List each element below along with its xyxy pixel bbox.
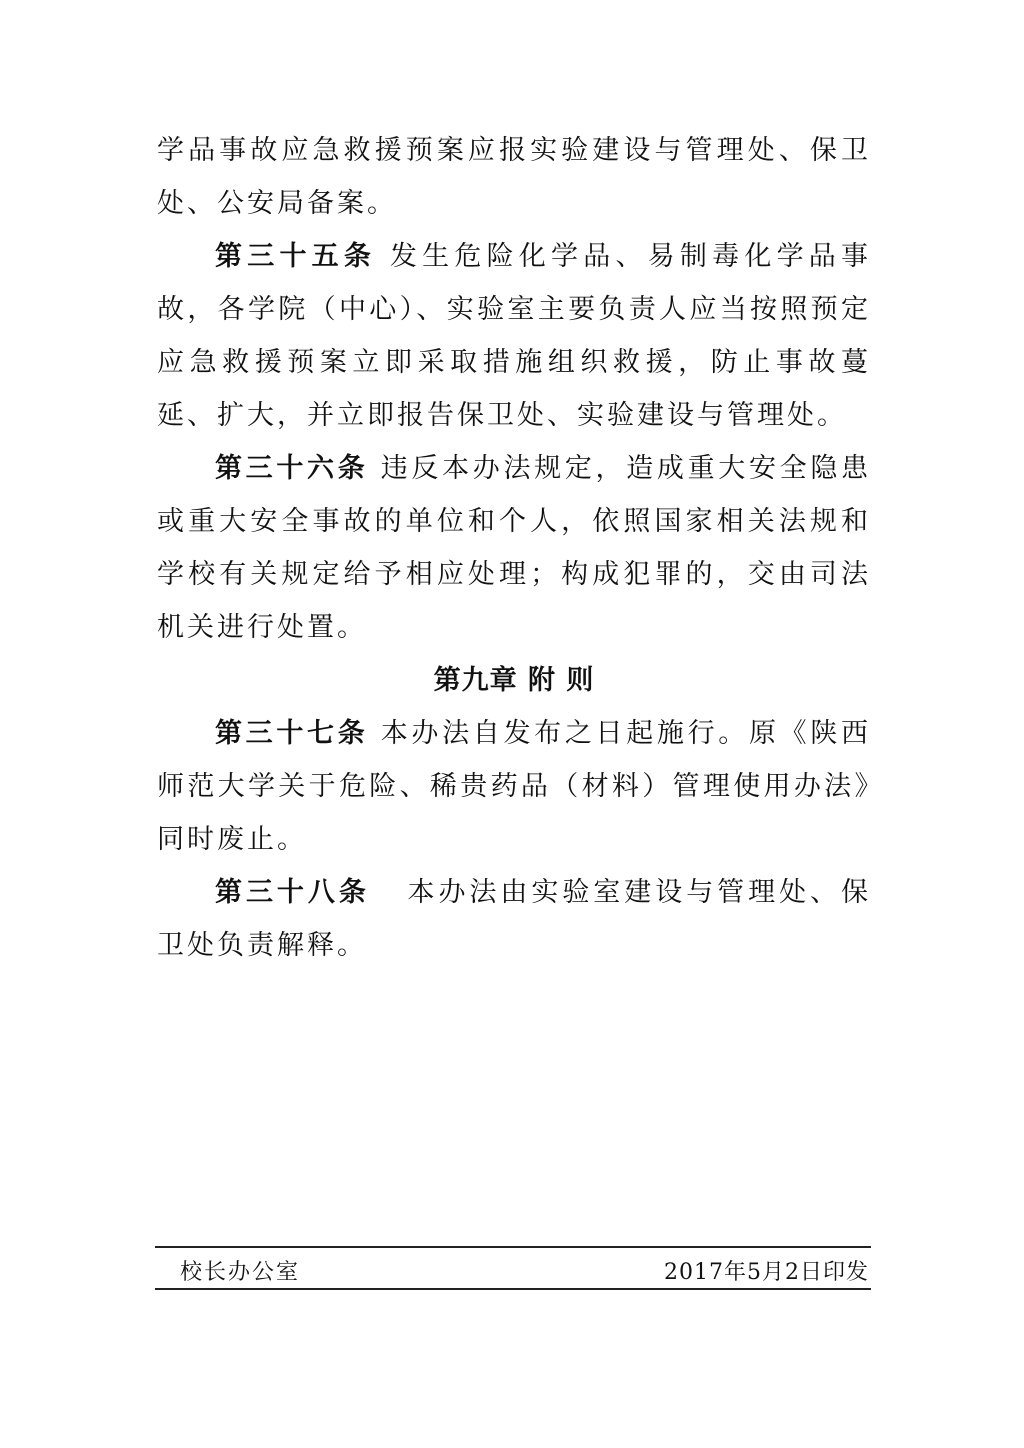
chapter-heading xyxy=(157,654,871,707)
article-37-title: 第三十七条 xyxy=(215,718,369,749)
issuer-label: 校长办公室 xyxy=(180,1260,301,1285)
article-36-text: 违反本办法规定，造成重大安全隐患或重大安全事故的单位和个人，依照国家相关法规和学校有关规定给予相应处理；构成犯罪的，交由司法机关进行处置。 xyxy=(157,453,872,643)
issuance-footer xyxy=(155,1246,871,1290)
chapter-heading-text: 第九章 附 则 xyxy=(433,665,595,696)
article-36-title: 第三十六条 xyxy=(215,453,369,484)
issue-date: 2017年5月2日印发 xyxy=(664,1260,869,1285)
article-38-text: 本办法由实验室建设与管理处、保卫处负责解释。 xyxy=(157,877,872,961)
article-35-title: 第三十五条 xyxy=(215,241,377,272)
article-37 xyxy=(157,707,871,866)
article-35 xyxy=(157,230,871,442)
paragraph-continuation: 学品事故应急救援预案应报实验建设与管理处、保卫处、公安局备案。 xyxy=(157,135,871,219)
article-35-text: 发生危险化学品、易制毒化学品事故，各学院（中心）、实验室主要负责人应当按照预定应急救援预案立即采取措施组织救援，防止事故蔓延、扩大，并立即报告保卫处、实验建设与管理处。 xyxy=(157,241,872,431)
article-37-text: 本办法自发布之日起施行。原《陕西师范大学关于危险、稀贵药品（材料）管理使用办法》同时废止。 xyxy=(157,718,872,855)
article-38 xyxy=(157,866,871,972)
document-body xyxy=(157,124,871,972)
article-36 xyxy=(157,442,871,654)
article-38-title: 第三十八条 xyxy=(215,877,370,908)
